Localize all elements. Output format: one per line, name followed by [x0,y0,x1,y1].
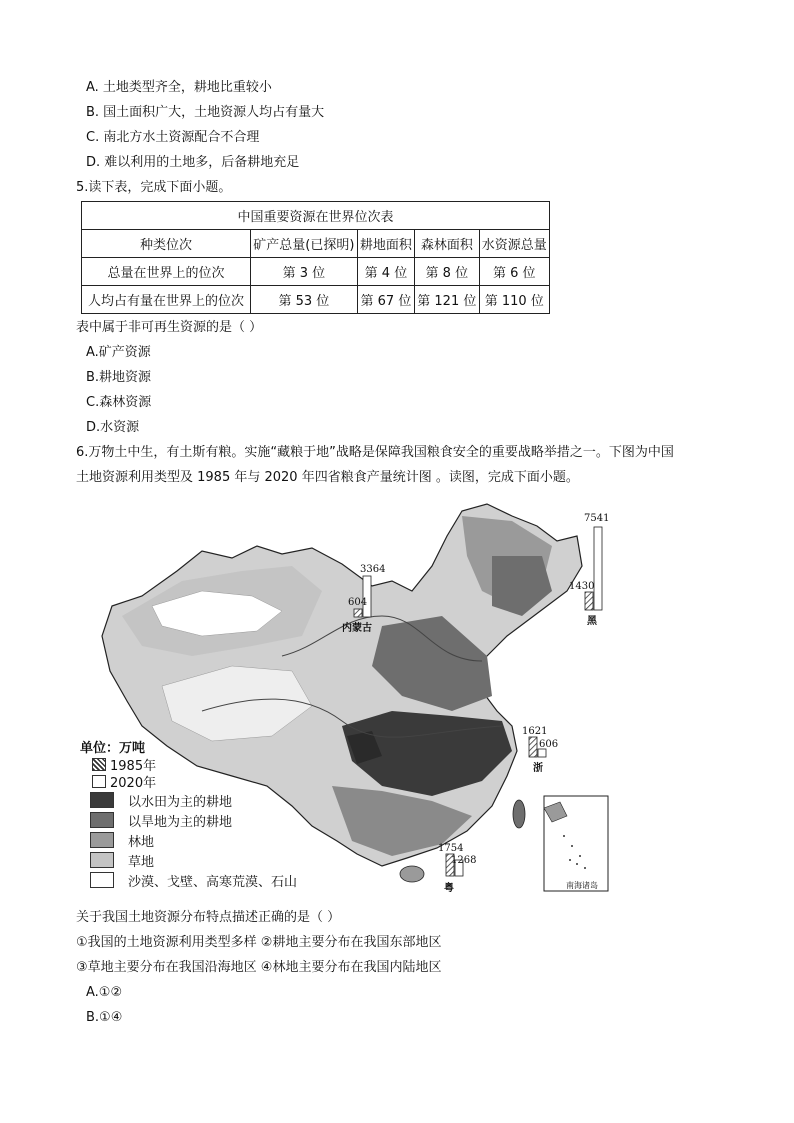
q5-option-b: B.耕地资源 [86,370,152,385]
table-cell: 第 3 位 [251,258,358,286]
hatched-swatch-icon [92,758,106,771]
paddy-swatch-icon [90,792,114,808]
bar-2020-zhejiang [538,749,546,757]
table-header: 水资源总量 [479,230,549,258]
legend-label: 1985年 [110,759,157,774]
value-2020-heilongjiang: 7541 [584,513,610,524]
value-1985-zhejiang: 1621 [522,726,548,737]
province-label-heilongjiang: 黑 [587,616,597,627]
value-2020-zhejiang: 606 [539,739,559,750]
legend-item-1985 [80,756,297,773]
table-header: 耕地面积 [357,230,414,258]
legend-label: 2020年 [110,776,157,791]
table-header: 矿产总量(已探明) [251,230,358,258]
q4-option-a: A. 土地类型齐全，耕地比重较小 [86,80,272,95]
desert-swatch-icon [90,872,114,888]
bar-1985-heilongjiang [585,592,593,610]
legend-item-paddy [80,790,297,810]
legend-item-dryland [80,810,297,830]
value-1985-neimenggu: 604 [348,597,368,608]
legend-label: 以旱地为主的耕地 [128,814,233,830]
bar-2020-heilongjiang [594,527,602,610]
grassland-swatch-icon [90,852,114,868]
resource-rank-table [81,201,550,314]
legend-item-forest [80,830,297,850]
table-cell: 第 121 位 [415,286,479,314]
q6-statements-line1: ①我国的土地资源利用类型多样 ②耕地主要分布在我国东部地区 [76,935,442,950]
table-cell: 第 4 位 [357,258,414,286]
q5-intro: 5.读下表，完成下面小题。 [76,180,232,195]
value-1985-heilongjiang: 1430 [569,581,595,592]
table-cell: 总量在世界上的位次 [82,258,251,286]
legend-label: 沙漠、戈壁、高寒荒漠、石山 [128,874,298,890]
legend-item-2020 [80,773,297,790]
inset-label: 南海诸岛 [566,881,598,890]
q4-option-c: C. 南北方水土资源配合不合理 [86,130,260,145]
value-2020-guangdong: 1268 [451,855,477,866]
bars-heilongjiang [585,527,602,610]
legend-label: 林地 [128,834,155,850]
bar-1985-zhejiang [529,737,537,757]
table-header: 森林面积 [415,230,479,258]
map-legend [80,736,297,890]
table-cell: 第 53 位 [251,286,358,314]
q6-question: 关于我国土地资源分布特点描述正确的是（ ） [76,910,341,925]
q4-option-d: D. 难以利用的土地多，后备耕地充足 [86,155,300,170]
taiwan-island [513,800,525,828]
value-1985-guangdong: 1754 [438,843,464,854]
province-label-neimenggu: 内蒙古 [342,623,372,634]
q5-option-a: A.矿产资源 [86,345,151,360]
table-header: 种类位次 [82,230,251,258]
forest-swatch-icon [90,832,114,848]
legend-unit: 单位：万吨 [80,740,146,756]
table-cell: 第 67 位 [357,286,414,314]
province-label-guangdong: 粤 [444,883,454,894]
dryland-swatch-icon [90,812,114,828]
hainan-island [400,866,424,882]
blank-swatch-icon [92,775,106,788]
legend-item-desert [80,870,297,890]
q6-option-a: A.①② [86,985,123,1000]
table-row [82,286,550,314]
table-cell: 第 8 位 [415,258,479,286]
table-cell: 人均占有量在世界上的位次 [82,286,251,314]
q6-intro-line1: 6.万物土中生，有土斯有粮。实施“藏粮于地”战略是保障我国粮食安全的重要战略举措之一。下图为中国 [76,445,674,460]
table-cell: 第 110 位 [479,286,549,314]
q5-question: 表中属于非可再生资源的是（ ） [76,320,263,335]
bar-1985-neimenggu [354,609,362,617]
legend-label: 草地 [128,854,155,870]
table-header-row [82,230,550,258]
q5-option-c: C.森林资源 [86,395,152,410]
legend-item-grassland [80,850,297,870]
q5-option-d: D.水资源 [86,420,140,435]
province-label-zhejiang: 浙 [533,763,543,774]
legend-label: 以水田为主的耕地 [128,794,233,810]
table-title: 中国重要资源在世界位次表 [82,202,550,230]
q6-intro-line2: 土地资源利用类型及 1985 年与 2020 年四省粮食产量统计图 。读图，完成下面小题。 [76,470,579,485]
q6-statements-line2: ③草地主要分布在我国沿海地区 ④林地主要分布在我国内陆地区 [76,960,442,975]
q4-option-b: B. 国土面积广大，土地资源人均占有量大 [86,105,325,120]
value-2020-neimenggu: 3364 [360,564,386,575]
table-cell: 第 6 位 [479,258,549,286]
q6-option-b: B.①④ [86,1010,123,1025]
table-row [82,258,550,286]
